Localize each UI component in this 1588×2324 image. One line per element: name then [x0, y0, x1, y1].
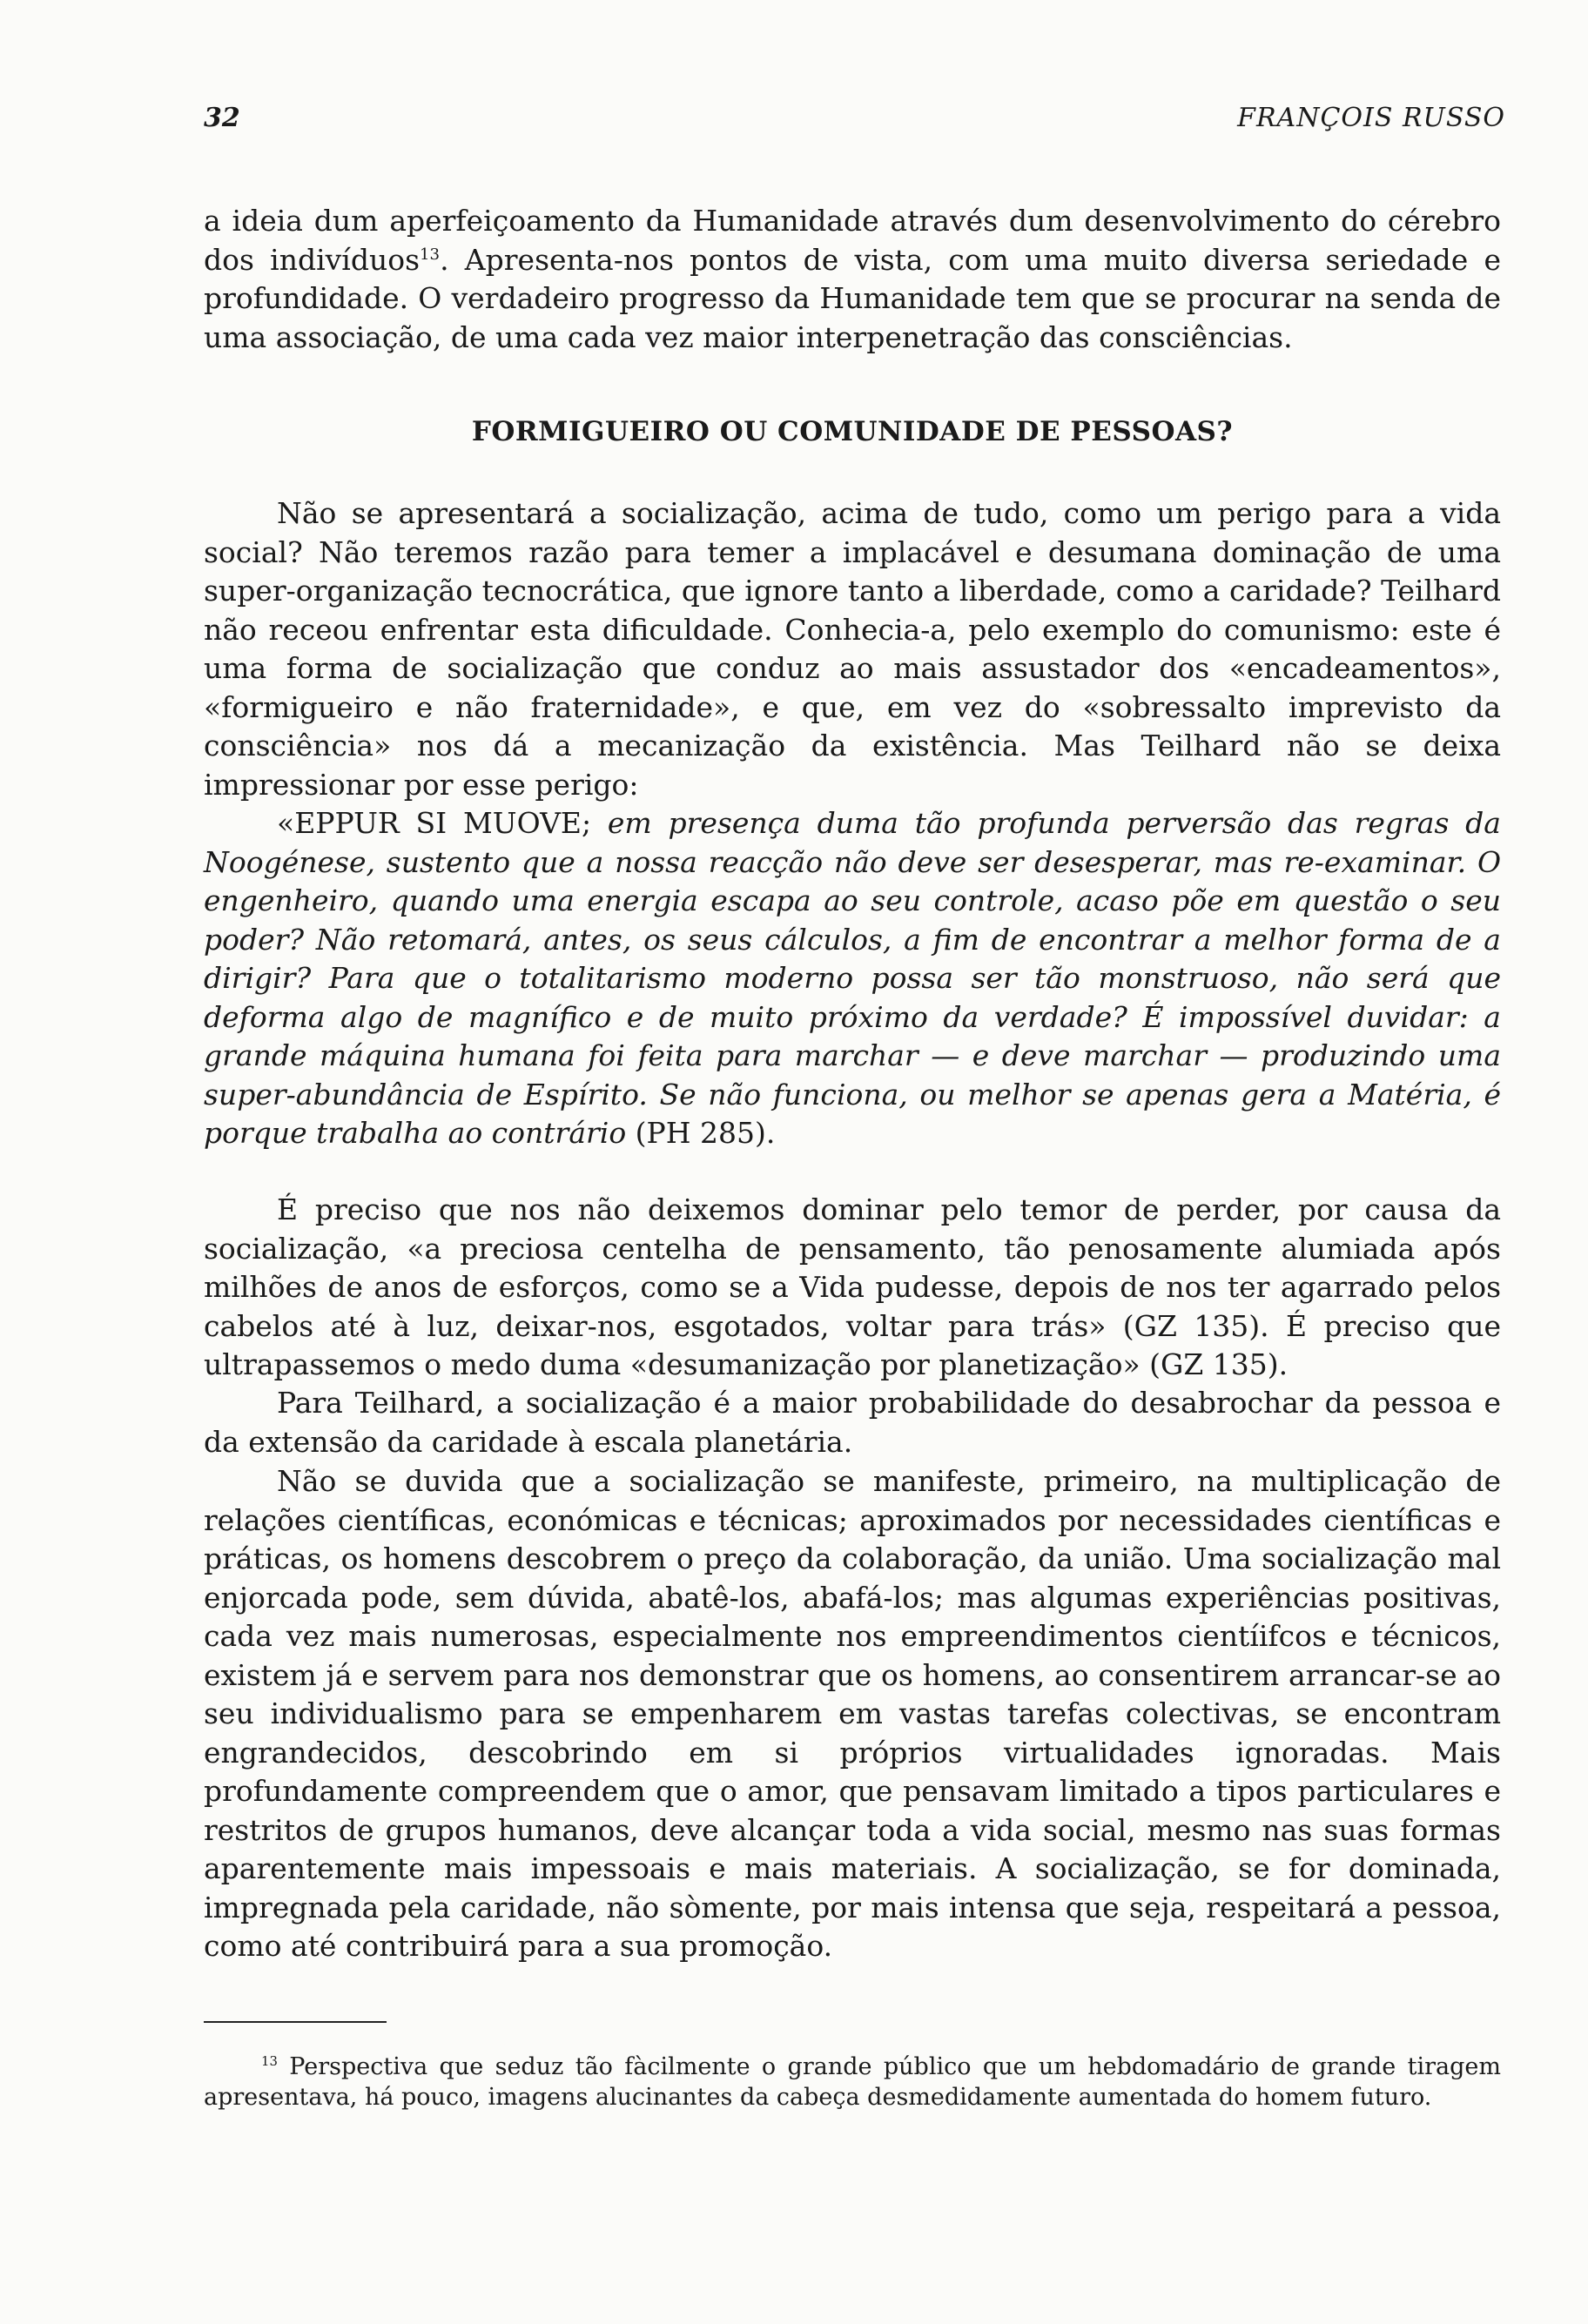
running-head: FRANÇOIS RUSSO [1237, 103, 1505, 133]
continuation-text: a ideia dum aperfeiçoamento da Humanidade através dum desenvolvimento do cérebro dos indivíduos [204, 204, 1501, 277]
page-header [0, 103, 1588, 146]
continuation-text-rest: . Apresenta-nos pontos de vista, com uma muito diversa seriedade e profundidade. O verdadeiro progresso da Humanidade tem que se procurar na senda de uma associação, de uma cada vez maior interpenetração das consciências. [204, 242, 1501, 354]
footnote-text: Perspectiva que seduz tão fàcilmente o grande público que um hebdomadário de grande tiragem apresentava, há pouco, imagens alucinantes da cabeça desmedidamente aumentada do homem futuro. [204, 2053, 1501, 2111]
footnote-reference: 13 [420, 245, 441, 264]
footnote [204, 2052, 1501, 2112]
paragraph-fear-of-losing: É preciso que nos não deixemos dominar pelo temor de perder, por causa da socialização, «a preciosa centelha de pensamento, tão penosamente alumiada após milhões de anos de esforços, como se a Vida pudesse, depois de nos ter agarrado pelos cabelos até à luz, deixar-nos, esgotados, voltar para trás» (GZ 135). É preciso que ultrapassemos o medo duma «desumanização por planetização» (GZ 135). [204, 1192, 1501, 1381]
footnote-marker: 13 [261, 2053, 278, 2069]
section-heading: FORMIGUEIRO OU COMUNIDADE DE PESSOAS? [471, 416, 1234, 447]
quote-italic-text: em presença duma tão profunda perversão das regras da Noogénese, sustento que a nossa reacção não deve ser desesperar, mas re-examinar. O engenheiro, quando uma energia escapa ao seu controle, acaso põe em questão o seu poder? Não retomará, antes, os seus cálculos, a fim de encontrar a melhor forma de a dirigir? Para que o totalitarismo moderno possa ser tão monstruoso, não será que deforma algo de magnífico e de muito próximo da verdade? É impossível duvidar: a grande máquina humana foi feita para marchar — e deve marchar — produzindo uma super-abundância de Espírito. Se não funciona, ou melhor se apenas gera a Matéria, é porque trabalha ao contrário [204, 806, 1501, 1150]
paragraph-socialization-relations: Não se duvida que a socialização se manifeste, primeiro, na multiplicação de relações científicas, económicas e técnicas; aproximados por necessidades científicas e práticas, os homens descobrem o preço da colaboração, da união. Uma socialização mal enjorcada pode, sem dúvida, abatê-los, abafá-los; mas algumas experiências positivas, cada vez mais numerosas, especialmente nos empreendimentos cientíifcos e técnicos, existem já e servem para nos demonstrar que os homens, ao consentirem arrancar-se ao seu individualismo para se empenharem em vastas tarefas colectivas, se encontram engrandecidos, descobrindo em si próprios virtualidades ignoradas. Mais profundamente compreendem que o amor, que pensavam limitado a tipos particulares e restritos de grupos humanos, deve alcançar toda a vida social, mesmo nas suas formas aparentemente mais impessoais e mais materiais. A socialização, se for dominada, impregnada pela caridade, não sòmente, por mais intensa que seja, respeitará a pessoa, como até contribuirá para a sua promoção. [204, 1464, 1501, 1963]
continuation-paragraph [204, 202, 1501, 357]
block-quote [204, 804, 1501, 1153]
page-number: 32 [204, 103, 240, 133]
quote-opening: «EPPUR SI MUOVE; [277, 806, 592, 840]
quote-citation: (PH 285). [626, 1116, 776, 1150]
paragraph-teilhard-view: Para Teilhard, a socialização é a maior probabilidade do desabrochar da pessoa e da extensão da caridade à escala planetária. [204, 1386, 1501, 1459]
paragraph-socialization-danger: Não se apresentará a socialização, acima de tudo, como um perigo para a vida social? Não teremos razão para temer a implacável e desumana dominação de uma super-organização tecnocrática, que ignore tanto a liberdade, como a caridade? Teilhard não receou enfrentar esta dificuldade. Conhecia-a, pelo exemplo do comunismo: este é uma forma de socialização que conduz ao mais assustador dos «encadeamentos», «formigueiro e não fraternidade», e que, em vez do «sobressalto imprevisto da consciência» nos dá a mecanização da existência. Mas Teilhard não se deixa impressionar por esse perigo: [204, 496, 1501, 802]
footnote-divider [204, 2021, 387, 2023]
